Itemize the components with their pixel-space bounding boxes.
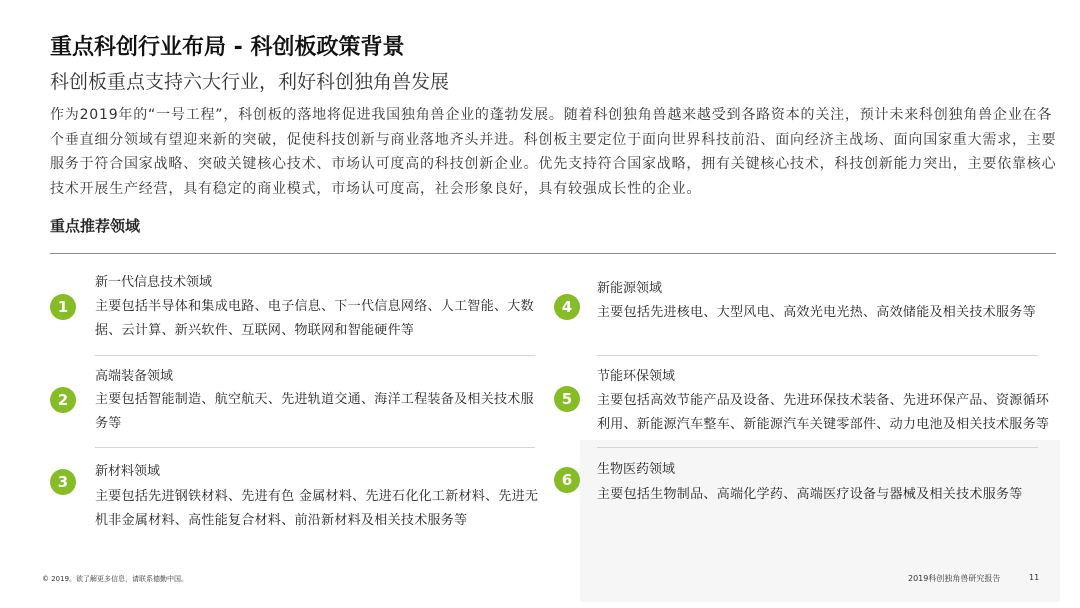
number-badge-6: 6 [554, 467, 580, 493]
field-title-new-energy: 新能源领域 [597, 281, 663, 296]
page-title: 重点科创行业布局 - 科创板政策背景 [50, 35, 405, 60]
section-rule [50, 253, 1056, 254]
field-desc-energy-saving: 主要包括高效节能产品及设备、先进环保技术装备、先进环保产品、资源循环利用、新能源汽车整车、新能源汽车关键零部件、动力电池及相关技术服务等 [597, 393, 1050, 432]
field-desc-new-energy: 主要包括先进核电、大型风电、高效光电光热、高效储能及相关技术服务等 [597, 305, 1036, 320]
field-title-new-materials: 新材料领域 [95, 464, 161, 479]
field-desc-new-materials: 主要包括先进钢铁材料、先进有色 金属材料、先进石化化工新材料、先进无机非金属材料、高性能复合材料、前沿新材料及相关技术服务等 [95, 489, 539, 528]
footer-report-name: 2019科创独角兽研究报告 [908, 574, 1001, 583]
section-heading: 重点推荐领域 [50, 217, 141, 235]
field-desc-info-tech: 主要包括半导体和集成电路、电子信息、下一代信息网络、人工智能、大数据、云计算、新兴软件、互联网、物联网和智能硬件等 [95, 299, 534, 338]
field-title-high-end-equipment: 高端装备领域 [95, 369, 174, 384]
field-desc-biomedicine: 主要包括生物制品、高端化学药、高端医疗设备与器械及相关技术服务等 [597, 487, 1023, 502]
field-title-biomedicine: 生物医药领域 [597, 462, 676, 477]
number-badge-5: 5 [554, 386, 580, 412]
page-number: 11 [1029, 573, 1040, 582]
intro-paragraph: 作为2019年的“一号工程”，科创板的落地将促进我国独角兽企业的蓬勃发展。随着科创独角兽越来越受到各路资本的关注，预计未来科创独角兽企业在各个垂直细分领域有望迎来新的突破，促使科技创新与商业落地齐头并进。科创板主要定位于面向世界科技前沿、面向经济主战场、面向国家重大需求，主要服务于符合国家战略、突破关键核心技术、市场认可度高的科技创新企业。优先支持符合国家战略，拥有关键核心技术，科技创新能力突出，主要依靠核心技术开展生产经营，具有稳定的商业模式，市场认可度高，社会形象良好，具有较强成长性的企业。 [50, 107, 1057, 197]
divider [597, 447, 1038, 448]
divider [95, 355, 535, 356]
number-badge-2: 2 [50, 387, 76, 413]
field-title-info-tech: 新一代信息技术领域 [95, 275, 213, 290]
page-subtitle: 科创板重点支持六大行业，利好科创独角兽发展 [50, 71, 450, 93]
divider [597, 355, 1038, 356]
footer-copyright: © 2019。欲了解更多信息，请联系德勤中国。 [42, 575, 189, 583]
field-desc-high-end-equipment: 主要包括智能制造、航空航天、先进轨道交通、海洋工程装备及相关技术服务等 [95, 392, 534, 431]
divider [95, 447, 535, 448]
number-badge-3: 3 [50, 469, 76, 495]
number-badge-4: 4 [554, 294, 580, 320]
number-badge-1: 1 [50, 294, 76, 320]
field-title-energy-saving: 节能环保领域 [597, 369, 676, 384]
